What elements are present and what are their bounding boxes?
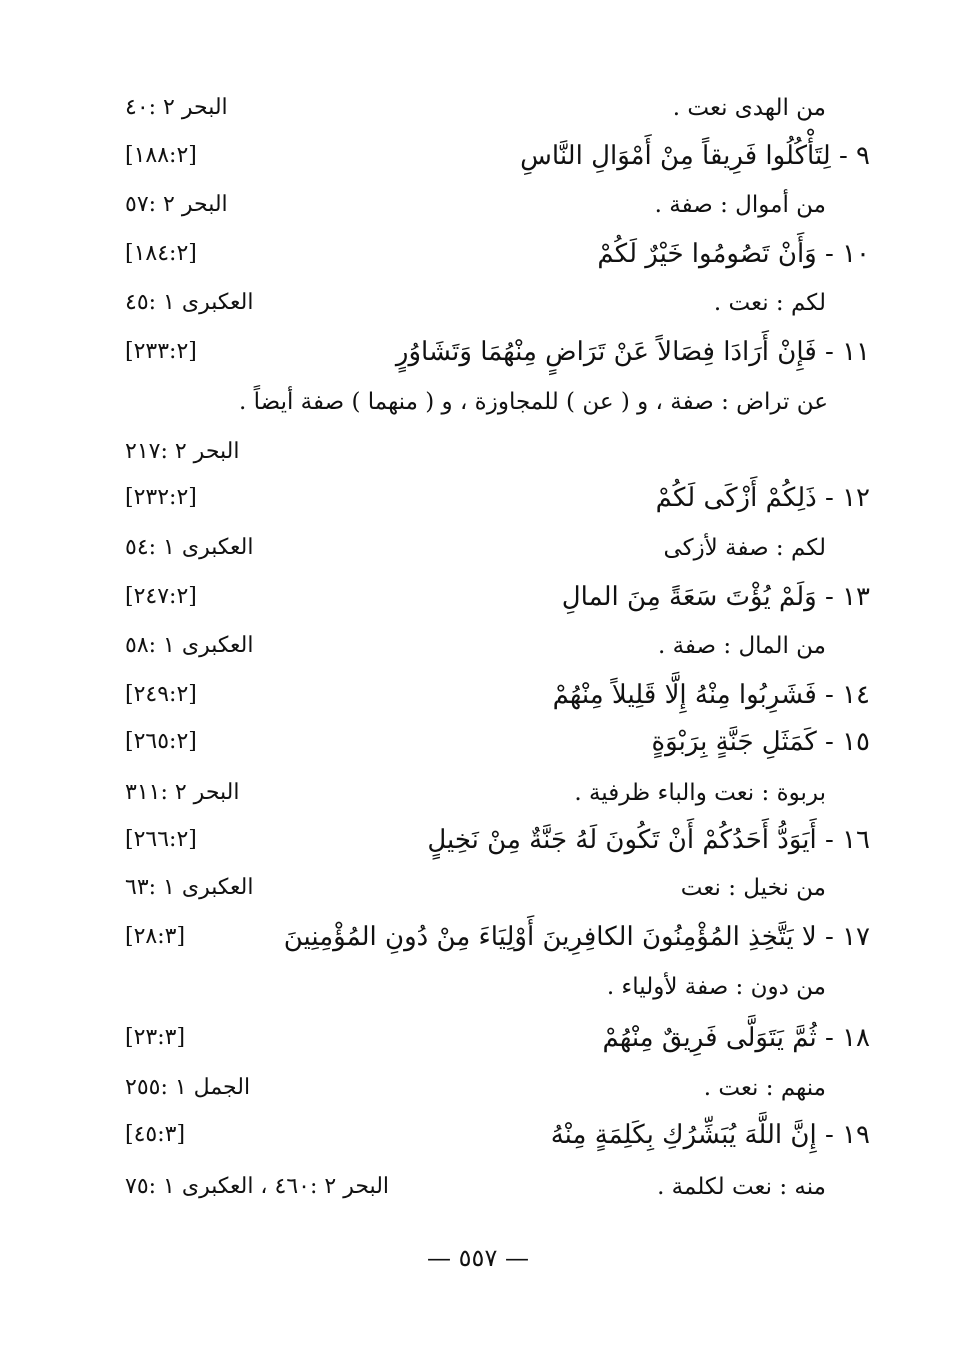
verse-citation: [٢٦٥:٢] [125,729,197,754]
verse-citation: [٢٣٣:٢] [125,339,197,364]
line-text: منه : نعت لكلمة . [657,1174,826,1200]
verse-citation: [٢٤٩:٢] [125,682,197,707]
verse-line [125,234,870,274]
page-number: — ٥٥٧ — [427,1244,529,1272]
text-line [125,1068,870,1108]
source-reference: العكبرى ١ :٦٣ [125,875,254,900]
text-line [125,626,870,666]
verse-line [125,1018,870,1058]
verse-text: ١٠ - وَأَنْ تَصُومُوا خَيْرٌ لَكُمْ [597,239,870,269]
verse-citation: [٢٣٢:٢] [125,485,197,510]
verse-text: ١٤ - فَشَرِبُوا مِنْهُ إِلَّا قَلِيلاً مِنْهُمْ [552,680,870,710]
verse-line [125,478,870,518]
source-reference: العكبرى ١ :٥٨ [125,633,254,658]
text-line [125,868,870,908]
line-text: من نخيل : نعت [680,875,826,901]
source-reference: الجمل ١ :٢٥٥ [125,1075,251,1100]
verse-line [125,1115,870,1155]
text-line [125,773,870,813]
verse-text: ٩ - لِتَأْكُلُوا فَرِيقاً مِنْ أَمْوَالِ النَّاسِ [520,141,870,171]
source-reference: البحر ٢ :٢١٧ [125,439,240,464]
text-line [125,432,870,472]
source-reference: العكبرى ١ :٥٤ [125,535,254,560]
verse-line [125,675,870,715]
text-line [125,1167,870,1207]
verse-text: ١٥ - كَمَثَلِ جَنَّةٍ بِرَبْوَةٍ [651,727,870,757]
text-line [125,283,870,323]
source-reference: البحر ٢ :٤٠ [125,95,228,120]
verse-text: ١٨ - ثُمَّ يَتَوَلَّى فَرِيقٌ مِنْهُمْ [602,1023,870,1053]
verse-text: ١٧ - لا يَتَّخِذِ المُؤْمِنُونَ الكافِرِينَ أَوْلِيَاءَ مِنْ دُونِ المُؤْمِنِينَ [283,922,870,952]
verse-line [125,722,870,762]
verse-line [125,332,870,372]
line-text: منهم : نعت . [703,1075,826,1101]
text-line [125,528,870,568]
line-text: من الهدى نعت . [672,95,826,121]
line-text: عن تراض : صفة ، و ( عن ) للمجاوزة ، و ( منهما ) صفة أيضاً . [239,389,828,415]
verse-line [125,136,870,176]
source-reference: البحر ٢ :٥٧ [125,192,228,217]
verse-text: ١٦ - أَيَوَدُّ أَحَدُكُمْ أَنْ تَكُونَ لَهُ جَنَّةٌ مِنْ نَخِيلٍ [427,825,870,855]
verse-citation: [١٨٤:٢] [125,241,197,266]
verse-citation: [٢٦٦:٢] [125,827,197,852]
line-text: من أموال : صفة . [654,192,826,218]
text-line [125,967,870,1007]
verse-citation: [١٨٨:٢] [125,143,197,168]
source-reference: البحر ٢ :٤٦٠ ، العكبرى ١ :٧٥ [125,1174,390,1199]
verse-line [125,917,870,957]
line-text: من دون : صفة لأولياء . [606,974,826,1000]
verse-citation: [٢٨:٣] [125,924,186,949]
line-text: لكم : نعت . [713,290,826,316]
verse-text: ١١ - فَإِنْ أَرَادَا فِصَالاً عَنْ تَرَاضٍ مِنْهُمَا وَتَشَاوُرٍ [395,337,870,367]
verse-text: ١٩ - إِنَّ اللَّهَ يُبَشِّرُكِ بِكَلِمَةٍ مِنْهُ [550,1120,870,1150]
verse-line [125,820,870,860]
verse-citation: [٤٥:٣] [125,1122,186,1147]
line-text: لكم : صفة لأزكى [663,535,826,561]
verse-line [125,577,870,617]
source-reference: البحر ٢ :٣١١ [125,780,240,805]
verse-citation: [٢٤٧:٢] [125,584,197,609]
verse-text: ١٢ - ذَلِكُمْ أَزْكَى لَكُمْ [655,483,870,513]
verse-citation: [٢٣:٣] [125,1025,186,1050]
text-line [125,88,870,128]
line-text: بربوة : نعت والباء ظرفية . [574,780,826,806]
text-line [125,185,870,225]
source-reference: العكبرى ١ :٤٥ [125,290,254,315]
text-line [125,382,870,422]
verse-text: ١٣ - وَلَمْ يُؤْتَ سَعَةً مِنَ المالِ [561,582,870,612]
line-text: من المال : صفة . [657,633,826,659]
